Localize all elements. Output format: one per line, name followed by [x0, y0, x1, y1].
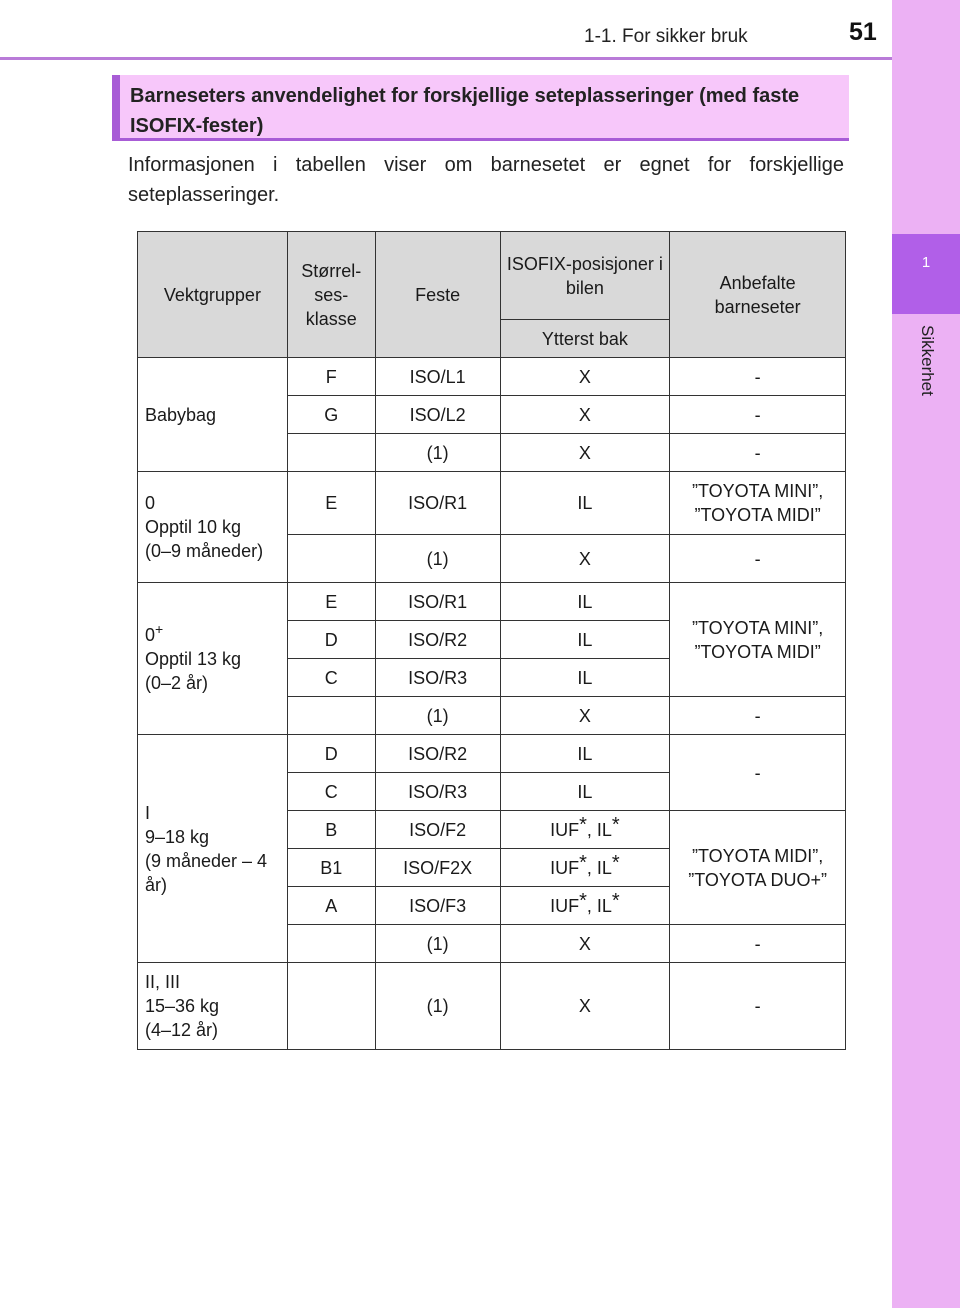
cell-mounting: (1): [375, 434, 500, 472]
header-outer-rear: Ytterst bak: [500, 320, 670, 358]
chapter-tab: [892, 234, 960, 314]
cell-position: X: [500, 358, 670, 396]
cell-size-class: G: [287, 396, 375, 434]
group-babybag: Babybag: [138, 358, 288, 472]
footnote-marker: *: [611, 851, 620, 874]
cell-mounting: ISO/F2X: [375, 849, 500, 887]
group-weight: 15–36 kg: [145, 996, 220, 1016]
cell-recommended: -: [670, 358, 846, 396]
cell-recommended: -: [670, 396, 846, 434]
cell-recommended: -: [670, 735, 846, 811]
group-weight: Opptil 10 kg: [145, 517, 242, 537]
cell-size-class: [287, 963, 375, 1050]
cell-position: IUF*, IL*: [500, 811, 670, 849]
footnote-marker: *: [579, 851, 587, 874]
cell-mounting: ISO/R3: [375, 659, 500, 697]
cell-size-class: D: [287, 735, 375, 773]
cell-mounting: ISO/R1: [375, 583, 500, 621]
footnote-marker: *: [579, 813, 587, 836]
cell-size-class: C: [287, 659, 375, 697]
group-2-3: [138, 963, 288, 1050]
group-age: (0–9 måneder): [145, 541, 264, 561]
cell-recommended: -: [670, 697, 846, 735]
cell-mounting: (1): [375, 963, 500, 1050]
cell-position: IL: [500, 583, 670, 621]
cell-position: IUF*, IL*: [500, 887, 670, 925]
footnote-marker: *: [611, 889, 620, 912]
table-row: [138, 472, 846, 535]
cell-mounting: ISO/R1: [375, 472, 500, 535]
cell-position: IL: [500, 472, 670, 535]
page-number: 51: [849, 18, 877, 46]
cell-size-class: F: [287, 358, 375, 396]
cell-size-class: A: [287, 887, 375, 925]
cell-size-class: E: [287, 472, 375, 535]
table-row: [138, 735, 846, 773]
group-age: (0–2 år): [145, 672, 209, 693]
group-weight: 9–18 kg: [145, 826, 210, 847]
cell-recommended: -: [670, 925, 846, 963]
cell-mounting: (1): [375, 535, 500, 583]
table-row: [138, 583, 846, 621]
cell-size-class: C: [287, 773, 375, 811]
cell-position: X: [500, 925, 670, 963]
cell-mounting: ISO/F3: [375, 887, 500, 925]
cell-recommended: ”TOYOTA MINI”, ”TOYOTA MIDI”: [670, 472, 846, 535]
cell-recommended: ”TOYOTA MIDI”, ”TOYOTA DUO+”: [670, 811, 846, 925]
cell-mounting: ISO/R2: [375, 735, 500, 773]
chapter-number: 1: [921, 254, 931, 271]
cell-size-class: [287, 925, 375, 963]
cell-position: X: [500, 396, 670, 434]
header-isofix-positions: ISOFIX-posisjoner i bilen: [500, 232, 670, 320]
footnote-marker: *: [611, 813, 620, 836]
group-0: [138, 472, 288, 583]
header-size-class: Størrel-ses-klasse: [287, 232, 375, 358]
cell-mounting: ISO/R3: [375, 773, 500, 811]
cell-mounting: ISO/L1: [375, 358, 500, 396]
header-mounting: Feste: [375, 232, 500, 358]
cell-position: IL: [500, 773, 670, 811]
group-age: (9 måneder – 4 år): [145, 850, 268, 895]
cell-mounting: (1): [375, 925, 500, 963]
footnote-marker: *: [579, 889, 587, 912]
table-row: [138, 358, 846, 396]
cell-position: X: [500, 963, 670, 1050]
cell-recommended: -: [670, 963, 846, 1050]
cell-size-class: [287, 697, 375, 735]
intro-paragraph: Informasjonen i tabellen viser om barnesetet er egnet for forskjellige seteplasseringer.: [128, 154, 844, 206]
header-recommended: Anbefalte barneseter: [670, 232, 846, 358]
cell-mounting: (1): [375, 697, 500, 735]
cell-size-class: B1: [287, 849, 375, 887]
group-0-plus: [138, 583, 288, 735]
group-label: II, III: [145, 972, 181, 992]
cell-recommended: ”TOYOTA MINI”, ”TOYOTA MIDI”: [670, 583, 846, 697]
cell-position: X: [500, 697, 670, 735]
plus-marker: +: [155, 620, 164, 637]
cell-position: IL: [500, 659, 670, 697]
group-age: (4–12 år): [145, 1020, 219, 1040]
cell-recommended: -: [670, 434, 846, 472]
cell-size-class: D: [287, 621, 375, 659]
table-row: [138, 963, 846, 1050]
chapter-sidebar: [892, 0, 960, 1308]
cell-size-class: E: [287, 583, 375, 621]
cell-position: IL: [500, 735, 670, 773]
group-label: 0+: [145, 620, 164, 645]
section-title: Barneseters anvendelighet for forskjellige seteplasseringer (med faste ISOFIX-fester): [112, 75, 849, 141]
isofix-suitability-table: [137, 231, 846, 1050]
group-label: 0: [145, 493, 156, 513]
cell-position: IL: [500, 621, 670, 659]
cell-mounting: ISO/R2: [375, 621, 500, 659]
group-label: I: [145, 802, 151, 823]
cell-recommended: -: [670, 535, 846, 583]
cell-size-class: B: [287, 811, 375, 849]
chapter-label: Sikkerhet: [918, 325, 937, 396]
group-weight: Opptil 13 kg: [145, 648, 242, 669]
cell-size-class: [287, 434, 375, 472]
cell-mounting: ISO/F2: [375, 811, 500, 849]
cell-position: X: [500, 535, 670, 583]
header-weight-groups: Vektgrupper: [138, 232, 288, 358]
cell-mounting: ISO/L2: [375, 396, 500, 434]
cell-position: X: [500, 434, 670, 472]
header-rule: [0, 57, 892, 60]
group-1: [138, 735, 288, 963]
cell-size-class: [287, 535, 375, 583]
running-header-section: 1-1. For sikker bruk: [584, 26, 748, 47]
cell-position: IUF*, IL*: [500, 849, 670, 887]
